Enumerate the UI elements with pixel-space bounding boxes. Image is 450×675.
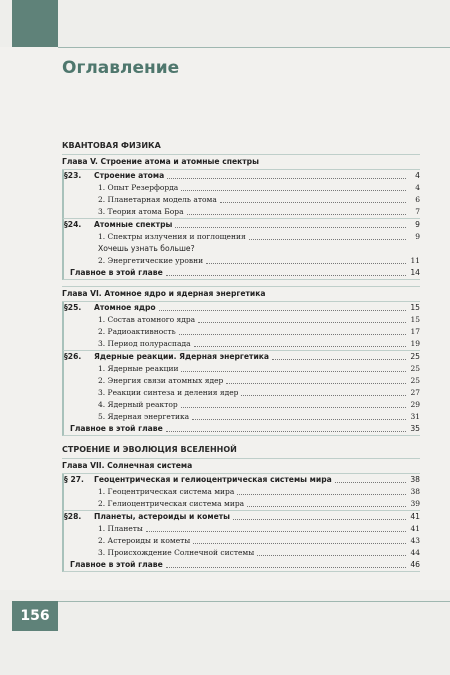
toc-entry[interactable] xyxy=(64,338,420,350)
toc-entry[interactable] xyxy=(64,182,420,194)
page-ref: 25 xyxy=(410,352,420,361)
paragraph-number: §25. xyxy=(64,303,82,312)
top-rule xyxy=(58,47,450,48)
chapter-title: Глава V. Строение атома и атомные спектры xyxy=(62,154,420,170)
page-ref: 25 xyxy=(410,364,420,373)
paragraph-number: §28. xyxy=(64,512,82,521)
toc-entry-summary[interactable] xyxy=(64,423,420,435)
toc-entry[interactable] xyxy=(64,375,420,387)
page-ref: 41 xyxy=(410,512,420,521)
toc-entry-paragraph[interactable] xyxy=(64,474,420,486)
paragraph-title: Геоцентрическая и гелиоцентрическая системы мира xyxy=(94,475,332,484)
page-ref: 6 xyxy=(415,195,420,204)
page-ref: 29 xyxy=(410,400,420,409)
page-title: Оглавление xyxy=(62,58,180,78)
paragraph-number: §24. xyxy=(64,220,82,229)
extra-reading-label: Хочешь узнать больше? xyxy=(98,244,195,253)
paragraph-block xyxy=(62,511,420,572)
paragraph-number: §23. xyxy=(64,171,82,180)
entry-title: 4. Ядерный реактор xyxy=(98,400,178,409)
page-ref: 25 xyxy=(410,376,420,385)
paragraph-title: Строение атома xyxy=(94,171,165,180)
entry-title: 3. Происхождение Солнечной системы xyxy=(98,548,255,557)
page-ref: 9 xyxy=(415,220,420,229)
toc-entry-paragraph[interactable] xyxy=(64,302,420,314)
entry-title: 2. Астероиды и кометы xyxy=(98,536,191,545)
paragraph-title: Атомные спектры xyxy=(94,220,173,229)
bottom-rule xyxy=(58,601,450,602)
page-ref: 15 xyxy=(410,303,420,312)
toc-entry-summary[interactable] xyxy=(64,267,420,279)
entry-title: Главное в этой главе xyxy=(70,268,163,277)
paragraph-title: Планеты, астероиды и кометы xyxy=(94,512,230,521)
toc-entry[interactable] xyxy=(64,486,420,498)
chapter-title: Глава VII. Солнечная система xyxy=(62,458,420,474)
entry-title: 2. Планетарная модель атома xyxy=(98,195,217,204)
toc-entry-paragraph[interactable] xyxy=(64,351,420,363)
paragraph-block xyxy=(62,474,420,511)
entry-title: 2. Энергетические уровни xyxy=(98,256,204,265)
paragraph-title: Атомное ядро xyxy=(94,303,156,312)
toc-entry-summary[interactable] xyxy=(64,559,420,571)
bottom-margin-band xyxy=(0,590,450,675)
entry-title: 3. Теория атома Бора xyxy=(98,207,184,216)
page-ref: 7 xyxy=(415,207,420,216)
page-number: 156 xyxy=(12,601,58,631)
toc-entry[interactable] xyxy=(64,194,420,206)
toc-entry[interactable] xyxy=(64,255,420,267)
page-ref: 9 xyxy=(415,232,420,241)
toc-entry[interactable] xyxy=(64,363,420,375)
page-ref: 41 xyxy=(410,524,420,533)
table-of-contents xyxy=(62,136,420,572)
page-ref: 43 xyxy=(410,536,420,545)
entry-title: 2. Энергия связи атомных ядер xyxy=(98,376,224,385)
page-ref: 31 xyxy=(410,412,420,421)
entry-title: 3. Реакции синтеза и деления ядер xyxy=(98,388,239,397)
entry-title: 5. Ядерная энергетика xyxy=(98,412,190,421)
page-ref: 4 xyxy=(415,171,420,180)
page-ref: 44 xyxy=(410,548,420,557)
section-heading: КВАНТОВАЯ ФИЗИКА xyxy=(62,141,161,150)
entry-title: 1. Опыт Резерфорда xyxy=(98,183,179,192)
entry-title: Главное в этой главе xyxy=(70,424,163,433)
paragraph-block xyxy=(62,302,420,351)
toc-entry[interactable] xyxy=(64,399,420,411)
toc-entry-paragraph[interactable] xyxy=(64,511,420,523)
page-ref: 38 xyxy=(410,475,420,484)
chapter-title: Глава VI. Атомное ядро и ядерная энергетика xyxy=(62,286,420,302)
page-ref: 38 xyxy=(410,487,420,496)
toc-entry[interactable] xyxy=(64,411,420,423)
entry-title: 2. Радиоактивность xyxy=(98,327,176,336)
top-corner-tab xyxy=(12,0,58,47)
toc-entry[interactable] xyxy=(64,523,420,535)
entry-title: 1. Геоцентрическая система мира xyxy=(98,487,235,496)
page-ref: 19 xyxy=(410,339,420,348)
toc-entry[interactable] xyxy=(64,547,420,559)
toc-entry[interactable] xyxy=(64,535,420,547)
entry-title: 3. Период полураспада xyxy=(98,339,191,348)
page-ref: 14 xyxy=(410,268,420,277)
page-ref: 11 xyxy=(410,256,420,265)
page-ref: 46 xyxy=(410,560,420,569)
paragraph-block xyxy=(62,351,420,436)
section-heading: СТРОЕНИЕ И ЭВОЛЮЦИЯ ВСЕЛЕННОЙ xyxy=(62,445,237,454)
toc-entry[interactable] xyxy=(64,387,420,399)
page-ref: 35 xyxy=(410,424,420,433)
entry-title: 2. Гелиоцентрическая система мира xyxy=(98,499,245,508)
entry-title: 1. Спектры излучения и поглощения xyxy=(98,232,246,241)
paragraph-block xyxy=(62,170,420,219)
paragraph-number: § 27. xyxy=(64,475,84,484)
toc-entry[interactable] xyxy=(64,231,420,243)
top-margin-band xyxy=(0,0,450,47)
entry-title: 1. Ядерные реакции xyxy=(98,364,179,373)
toc-entry-paragraph[interactable] xyxy=(64,219,420,231)
toc-entry-paragraph[interactable] xyxy=(64,170,420,182)
entry-title: Главное в этой главе xyxy=(70,560,163,569)
toc-entry[interactable] xyxy=(64,206,420,218)
entry-title: 1. Состав атомного ядра xyxy=(98,315,196,324)
toc-entry[interactable] xyxy=(64,314,420,326)
page-ref: 4 xyxy=(415,183,420,192)
page-ref: 39 xyxy=(410,499,420,508)
page-ref: 15 xyxy=(410,315,420,324)
paragraph-title: Ядерные реакции. Ядерная энергетика xyxy=(94,352,270,361)
entry-title: 1. Планеты xyxy=(98,524,143,533)
toc-entry[interactable] xyxy=(64,326,420,338)
toc-entry[interactable] xyxy=(64,498,420,510)
page-ref: 17 xyxy=(410,327,420,336)
paragraph-number: §26. xyxy=(64,352,82,361)
page-ref: 27 xyxy=(410,388,420,397)
paragraph-block xyxy=(62,219,420,280)
